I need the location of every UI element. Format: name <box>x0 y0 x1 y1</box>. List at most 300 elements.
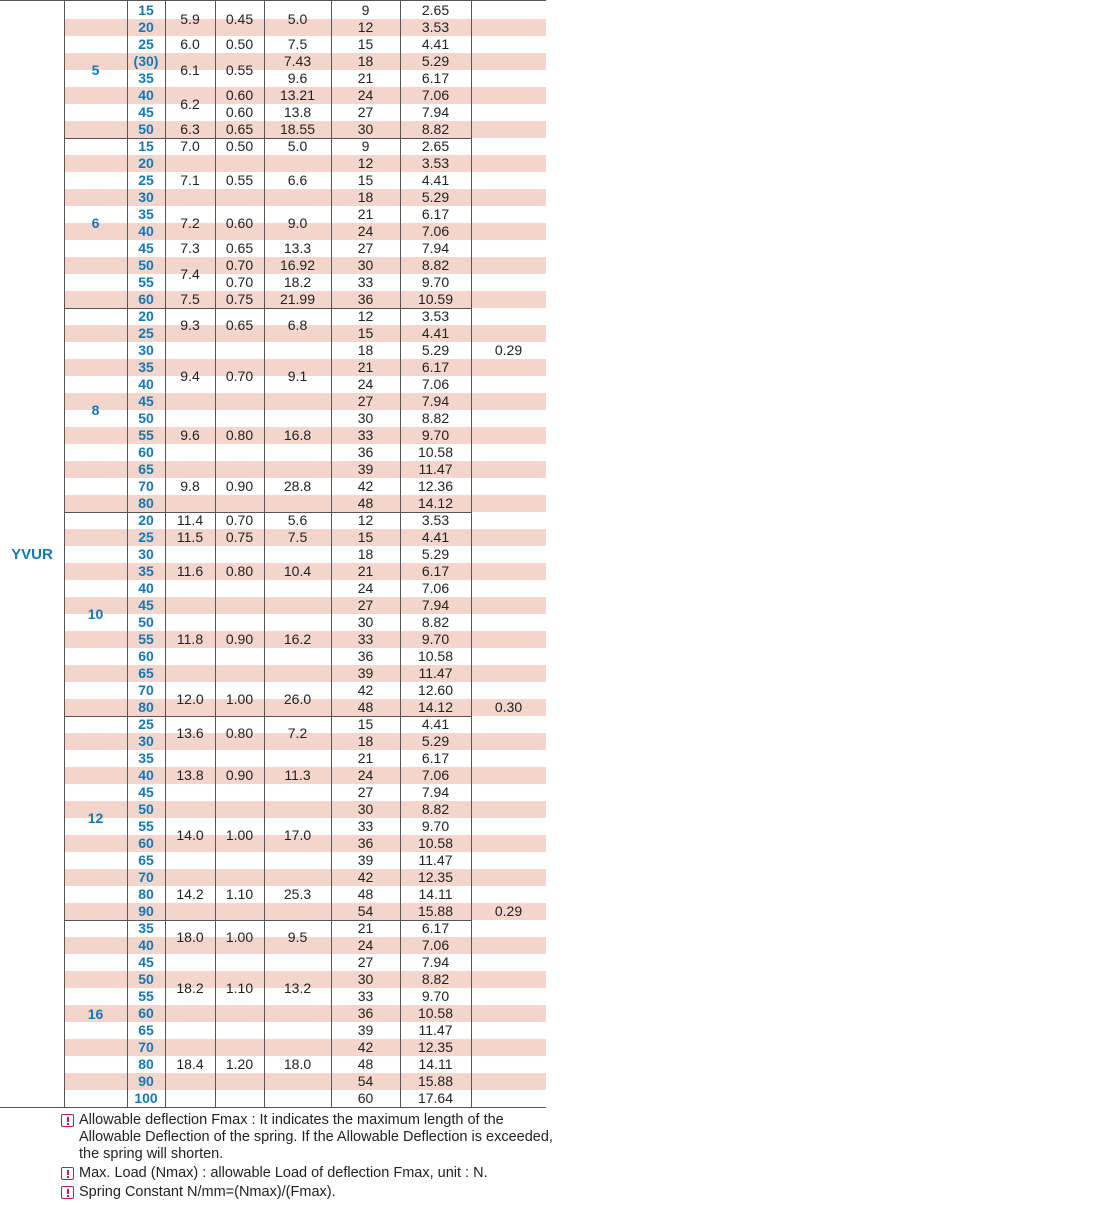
length-value: 70 <box>138 1039 154 1055</box>
fmax-value: 21 <box>357 750 374 766</box>
wire-diameter-value: 0.75 <box>225 291 254 307</box>
fmax-value: 21 <box>357 563 374 579</box>
length-value: 25 <box>138 172 154 188</box>
free-length-value: 9.1 <box>287 367 308 384</box>
fmax-value: 42 <box>357 1039 374 1055</box>
diameter-value: 12 <box>87 810 104 826</box>
nmax-value: 7.94 <box>421 393 450 409</box>
nmax-value: 14.11 <box>418 886 453 902</box>
free-length-value: 16.92 <box>279 257 316 273</box>
free-length-value: 26.0 <box>283 690 312 707</box>
fmax-value: 24 <box>357 376 374 392</box>
length-value: 45 <box>138 954 154 970</box>
free-length-value: 5.0 <box>287 10 308 27</box>
length-value: 30 <box>138 546 154 562</box>
wire-diameter-value: 1.00 <box>225 826 254 843</box>
fmax-value: 42 <box>357 869 374 885</box>
nmax-value: 4.41 <box>421 529 450 545</box>
length-value: 60 <box>138 1005 154 1021</box>
nmax-value: 8.82 <box>421 257 450 273</box>
fmax-value: 30 <box>357 410 374 426</box>
wire-diameter-value: 1.10 <box>225 886 254 902</box>
nmax-value: 15.88 <box>417 1073 454 1089</box>
nmax-value: 8.82 <box>421 971 450 987</box>
nmax-value: 5.29 <box>421 342 450 358</box>
nmax-value: 6.17 <box>421 563 450 579</box>
fmax-value: 42 <box>357 478 374 494</box>
length-value: 65 <box>138 665 154 681</box>
free-length-value: 10.4 <box>283 563 312 579</box>
nmax-value: 7.94 <box>421 784 450 800</box>
free-length-value: 21.99 <box>279 291 316 307</box>
free-length-value: 11.3 <box>284 767 311 783</box>
wire-diameter-value: 0.80 <box>225 563 254 579</box>
wire-diameter-value: 0.65 <box>225 316 254 333</box>
free-length-value: 18.55 <box>279 121 316 137</box>
nmax-value: 8.82 <box>421 410 450 426</box>
fmax-value: 39 <box>357 665 374 681</box>
fmax-value: 36 <box>357 291 374 307</box>
fmax-value: 9 <box>361 2 370 18</box>
free-length-value: 25.3 <box>283 886 312 902</box>
fmax-value: 27 <box>357 597 374 613</box>
nmax-value: 7.94 <box>421 104 450 120</box>
nmax-value: 2.65 <box>421 138 450 154</box>
fmax-value: 21 <box>357 920 374 936</box>
nmax-value: 4.41 <box>421 172 450 188</box>
outer-diameter-value: 6.0 <box>180 36 200 52</box>
nmax-value: 10.58 <box>417 444 454 460</box>
fmax-value: 24 <box>357 87 374 103</box>
table-top-border <box>0 0 546 1</box>
fmax-value: 12 <box>357 155 374 171</box>
fmax-value: 36 <box>357 444 374 460</box>
length-value: 50 <box>138 257 154 273</box>
fmax-value: 27 <box>357 954 374 970</box>
nmax-value: 8.82 <box>421 614 450 630</box>
outer-diameter-value: 5.9 <box>180 10 200 27</box>
note-nmax-text: Max. Load (Nmax) : allowable Load of deflection Fmax, unit : N. <box>79 1165 488 1181</box>
length-value: 50 <box>138 801 154 817</box>
nmax-value: 9.70 <box>421 274 450 290</box>
nmax-value: 6.17 <box>421 750 450 766</box>
wire-diameter-value: 0.70 <box>225 512 254 528</box>
nmax-value: 2.65 <box>421 2 450 18</box>
outer-diameter-value: 12.0 <box>176 690 204 707</box>
nmax-value: 7.06 <box>421 87 450 103</box>
outer-diameter-value: 7.3 <box>180 240 200 256</box>
fmax-value: 18 <box>357 53 374 69</box>
length-value: 35 <box>138 750 154 766</box>
fmax-value: 24 <box>357 937 374 953</box>
wire-diameter-value: 0.55 <box>225 172 254 188</box>
nmax-value: 7.06 <box>421 223 450 239</box>
fmax-value: 30 <box>357 614 374 630</box>
note-spring-constant <box>61 1184 561 1201</box>
length-value: 20 <box>138 19 154 35</box>
fmax-value: 21 <box>357 206 374 222</box>
outer-diameter-value: 18.4 <box>176 1056 204 1072</box>
length-value: 45 <box>138 393 154 409</box>
fmax-value: 36 <box>357 648 374 664</box>
fmax-value: 36 <box>357 835 374 851</box>
free-length-value: 13.2 <box>283 979 312 996</box>
fmax-value: 15 <box>357 716 374 732</box>
wire-diameter-value: 0.50 <box>225 138 254 154</box>
diameter-value: 6 <box>91 215 100 231</box>
fmax-value: 21 <box>357 359 374 375</box>
nmax-value: 3.53 <box>421 155 450 171</box>
fmax-value: 48 <box>357 699 374 715</box>
fmax-value: 30 <box>357 121 374 137</box>
info-icon <box>61 1114 74 1127</box>
outer-diameter-value: 13.6 <box>176 724 204 741</box>
length-value: 40 <box>138 580 154 596</box>
wire-diameter-value: 0.75 <box>225 529 254 545</box>
length-value: 80 <box>138 495 154 511</box>
outer-diameter-value: 7.4 <box>180 265 200 282</box>
fmax-value: 21 <box>357 70 374 86</box>
nmax-value: 4.41 <box>421 325 450 341</box>
nmax-value: 10.59 <box>417 291 454 307</box>
nmax-value: 4.41 <box>421 36 450 52</box>
free-length-value: 9.0 <box>287 214 308 231</box>
fmax-value: 39 <box>357 461 374 477</box>
free-length-value: 18.2 <box>283 274 312 290</box>
outer-diameter-value: 7.1 <box>180 172 200 188</box>
fmax-value: 24 <box>357 767 374 783</box>
outer-diameter-value: 7.5 <box>180 291 200 307</box>
outer-diameter-value: 6.2 <box>180 95 200 112</box>
nmax-value: 11.47 <box>418 665 453 681</box>
nmax-value: 7.06 <box>421 937 450 953</box>
length-value: 30 <box>138 189 154 205</box>
fmax-value: 39 <box>357 852 374 868</box>
nmax-value: 12.60 <box>417 682 454 698</box>
fmax-value: 9 <box>361 138 370 154</box>
outer-diameter-value: 11.5 <box>176 529 204 545</box>
nmax-value: 5.29 <box>421 53 450 69</box>
fmax-value: 15 <box>357 36 374 52</box>
length-value: 60 <box>138 291 154 307</box>
fmax-value: 54 <box>357 903 374 919</box>
nmax-value: 12.36 <box>417 478 454 494</box>
length-value: 50 <box>138 971 154 987</box>
fmax-value: 18 <box>357 189 374 205</box>
length-value: 20 <box>138 512 154 528</box>
fmax-value: 15 <box>357 172 374 188</box>
fmax-value: 48 <box>357 1056 374 1072</box>
fmax-value: 18 <box>357 546 374 562</box>
fmax-value: 30 <box>357 257 374 273</box>
fmax-value: 30 <box>357 801 374 817</box>
length-value: 15 <box>138 138 154 154</box>
length-value: 35 <box>138 920 154 936</box>
wire-diameter-value: 0.65 <box>225 121 254 137</box>
free-length-value: 16.2 <box>283 631 312 647</box>
nmax-value: 17.64 <box>417 1090 454 1106</box>
nmax-value: 6.17 <box>421 359 450 375</box>
wire-diameter-value: 0.90 <box>225 631 254 647</box>
table-bottom-border <box>0 1107 546 1108</box>
wire-diameter-value: 0.90 <box>225 478 254 494</box>
fmax-value: 48 <box>357 886 374 902</box>
fmax-value: 27 <box>357 240 374 256</box>
fmax-value: 12 <box>357 19 374 35</box>
outer-diameter-value: 7.2 <box>180 214 200 231</box>
length-value: 45 <box>138 104 154 120</box>
fmax-value: 33 <box>357 818 374 834</box>
nmax-value: 9.70 <box>421 631 450 647</box>
nmax-value: 11.47 <box>418 461 453 477</box>
free-length-value: 6.8 <box>287 316 308 333</box>
wire-diameter-value: 0.80 <box>225 724 254 741</box>
nmax-value: 12.35 <box>417 869 454 885</box>
length-value: 65 <box>138 1022 154 1038</box>
length-value: 65 <box>138 461 154 477</box>
length-value: 90 <box>138 903 154 919</box>
length-value: 70 <box>138 682 154 698</box>
length-value: 35 <box>138 563 154 579</box>
length-value: 40 <box>138 223 154 239</box>
free-length-value: 6.6 <box>287 172 308 188</box>
length-value: 25 <box>138 529 154 545</box>
fmax-value: 27 <box>357 393 374 409</box>
nmax-value: 7.94 <box>421 597 450 613</box>
free-length-value: 16.8 <box>283 427 312 443</box>
length-value: 35 <box>138 359 154 375</box>
outer-diameter-value: 9.6 <box>180 427 200 443</box>
length-value: 100 <box>134 1090 158 1106</box>
fmax-value: 12 <box>357 512 374 528</box>
nmax-value: 6.17 <box>421 70 450 86</box>
nmax-value: 8.82 <box>421 801 450 817</box>
length-value: 40 <box>138 937 154 953</box>
fmax-value: 54 <box>357 1073 374 1089</box>
nmax-value: 14.11 <box>418 1056 453 1072</box>
length-value: 45 <box>138 597 154 613</box>
ratio-value: 0.29 <box>494 342 523 358</box>
fmax-value: 24 <box>357 223 374 239</box>
ratio-value: 0.30 <box>494 699 523 715</box>
length-value: 60 <box>138 444 154 460</box>
fmax-value: 27 <box>357 784 374 800</box>
outer-diameter-value: 6.3 <box>180 121 200 137</box>
fmax-value: 42 <box>357 682 374 698</box>
fmax-value: 18 <box>357 342 374 358</box>
nmax-value: 4.41 <box>421 716 450 732</box>
nmax-value: 14.12 <box>417 699 454 715</box>
outer-diameter-value: 7.0 <box>180 138 200 154</box>
diameter-value: 8 <box>91 402 100 418</box>
wire-diameter-value: 0.45 <box>225 10 254 27</box>
free-length-value: 13.3 <box>283 240 312 256</box>
nmax-value: 9.70 <box>421 427 450 443</box>
nmax-value: 8.82 <box>421 121 450 137</box>
diameter-value: 5 <box>91 62 100 78</box>
nmax-value: 11.47 <box>418 852 453 868</box>
wire-diameter-value: 0.90 <box>225 767 254 783</box>
nmax-value: 7.06 <box>421 580 450 596</box>
length-value: 55 <box>138 631 154 647</box>
nmax-value: 3.53 <box>421 19 450 35</box>
free-length-value: 5.6 <box>287 512 308 528</box>
length-value: 25 <box>138 36 154 52</box>
length-value: 30 <box>138 733 154 749</box>
length-value: 60 <box>138 835 154 851</box>
nmax-value: 6.17 <box>421 206 450 222</box>
wire-diameter-value: 0.80 <box>225 427 254 443</box>
length-value: 55 <box>138 274 154 290</box>
outer-diameter-value: 18.0 <box>176 928 204 945</box>
nmax-value: 7.06 <box>421 376 450 392</box>
nmax-value: 10.58 <box>417 1005 454 1021</box>
nmax-value: 7.94 <box>421 954 450 970</box>
free-length-value: 7.43 <box>283 53 312 69</box>
length-value: 40 <box>138 87 154 103</box>
nmax-value: 10.58 <box>417 648 454 664</box>
wire-diameter-value: 1.20 <box>225 1056 254 1072</box>
wire-diameter-value: 0.65 <box>225 240 254 256</box>
fmax-value: 30 <box>357 971 374 987</box>
length-value: 15 <box>138 2 154 18</box>
length-value: 40 <box>138 767 154 783</box>
wire-diameter-value: 1.00 <box>225 690 254 707</box>
wire-diameter-value: 0.70 <box>225 274 254 290</box>
nmax-value: 9.70 <box>421 988 450 1004</box>
diameter-value: 16 <box>87 1005 104 1022</box>
length-value: 25 <box>138 716 154 732</box>
outer-diameter-value: 14.0 <box>176 826 204 843</box>
info-icon <box>61 1167 74 1180</box>
nmax-value: 5.29 <box>421 546 450 562</box>
length-value: 50 <box>138 410 154 426</box>
length-value: 20 <box>138 308 154 324</box>
free-length-value: 9.6 <box>287 70 308 86</box>
fmax-value: 15 <box>357 325 374 341</box>
fmax-value: 48 <box>357 495 374 511</box>
fmax-value: 33 <box>357 274 374 290</box>
wire-diameter-value: 0.70 <box>225 257 254 273</box>
nmax-value: 11.47 <box>418 1022 453 1038</box>
nmax-value: 5.29 <box>421 733 450 749</box>
free-length-value: 13.21 <box>279 87 316 103</box>
length-value: 70 <box>138 869 154 885</box>
outer-diameter-value: 9.4 <box>180 367 200 384</box>
length-value: 80 <box>138 699 154 715</box>
wire-diameter-value: 0.55 <box>225 61 254 78</box>
note-nmax <box>61 1165 561 1182</box>
fmax-value: 39 <box>357 1022 374 1038</box>
length-value: 65 <box>138 852 154 868</box>
outer-diameter-value: 9.3 <box>180 316 200 333</box>
nmax-value: 14.12 <box>417 495 454 511</box>
wire-diameter-value: 0.60 <box>225 214 254 231</box>
fmax-value: 18 <box>357 733 374 749</box>
nmax-value: 10.58 <box>417 835 454 851</box>
nmax-value: 3.53 <box>421 308 450 324</box>
outer-diameter-value: 13.8 <box>176 767 204 783</box>
fmax-value: 27 <box>357 104 374 120</box>
outer-diameter-value: 11.6 <box>176 563 204 579</box>
length-value: 80 <box>138 1056 154 1072</box>
fmax-value: 36 <box>357 1005 374 1021</box>
fmax-value: 33 <box>357 427 374 443</box>
wire-diameter-value: 0.50 <box>225 36 254 52</box>
nmax-value: 7.06 <box>421 767 450 783</box>
length-value: (30) <box>133 53 159 69</box>
outer-diameter-value: 14.2 <box>176 886 204 902</box>
free-length-value: 18.0 <box>283 1056 312 1072</box>
wire-diameter-value: 0.70 <box>225 367 254 384</box>
model-code: YVUR <box>11 545 53 563</box>
length-value: 80 <box>138 886 154 902</box>
free-length-value: 7.2 <box>287 724 308 741</box>
fmax-value: 24 <box>357 580 374 596</box>
length-value: 55 <box>138 427 154 443</box>
outer-diameter-value: 18.2 <box>176 979 204 996</box>
free-length-value: 5.0 <box>287 138 308 154</box>
nmax-value: 7.94 <box>421 240 450 256</box>
notes-section <box>61 1112 561 1203</box>
wire-diameter-value: 1.00 <box>225 928 254 945</box>
diameter-value: 10 <box>87 606 104 622</box>
length-value: 50 <box>138 614 154 630</box>
outer-diameter-value: 6.1 <box>180 61 200 78</box>
wire-diameter-value: 0.60 <box>225 104 254 120</box>
info-icon <box>61 1186 74 1199</box>
free-length-value: 7.5 <box>287 36 308 52</box>
wire-diameter-value: 1.10 <box>225 979 254 996</box>
nmax-value: 3.53 <box>421 512 450 528</box>
length-value: 30 <box>138 342 154 358</box>
outer-diameter-value: 9.8 <box>180 478 200 494</box>
nmax-value: 12.35 <box>417 1039 454 1055</box>
free-length-value: 17.0 <box>283 826 312 843</box>
outer-diameter-value: 11.8 <box>176 631 204 647</box>
ratio-value: 0.29 <box>494 903 523 919</box>
length-value: 40 <box>138 376 154 392</box>
length-value: 50 <box>138 121 154 137</box>
free-length-value: 28.8 <box>283 478 312 494</box>
free-length-value: 13.8 <box>283 104 312 120</box>
length-value: 70 <box>138 478 154 494</box>
length-value: 25 <box>138 325 154 341</box>
nmax-value: 9.70 <box>421 818 450 834</box>
length-value: 45 <box>138 240 154 256</box>
length-value: 35 <box>138 70 154 86</box>
fmax-value: 12 <box>357 308 374 324</box>
outer-diameter-value: 11.4 <box>176 512 204 528</box>
fmax-value: 60 <box>357 1090 374 1106</box>
wire-diameter-value: 0.60 <box>225 87 254 103</box>
length-value: 55 <box>138 818 154 834</box>
length-value: 90 <box>138 1073 154 1089</box>
length-value: 20 <box>138 155 154 171</box>
fmax-value: 33 <box>357 988 374 1004</box>
length-value: 35 <box>138 206 154 222</box>
length-value: 55 <box>138 988 154 1004</box>
free-length-value: 9.5 <box>287 928 308 945</box>
length-value: 60 <box>138 648 154 664</box>
note-spring-constant-text: Spring Constant N/mm=(Nmax)/(Fmax). <box>79 1184 336 1200</box>
note-fmax <box>61 1112 561 1163</box>
fmax-value: 33 <box>357 631 374 647</box>
note-fmax-text: Allowable deflection Fmax : It indicates the maximum length of the Allowable Deflection of the spring. If the Allowable Deflection is exceeded, the spring will shorten. <box>79 1112 553 1162</box>
free-length-value: 7.5 <box>287 529 308 545</box>
length-value: 45 <box>138 784 154 800</box>
fmax-value: 15 <box>357 529 374 545</box>
